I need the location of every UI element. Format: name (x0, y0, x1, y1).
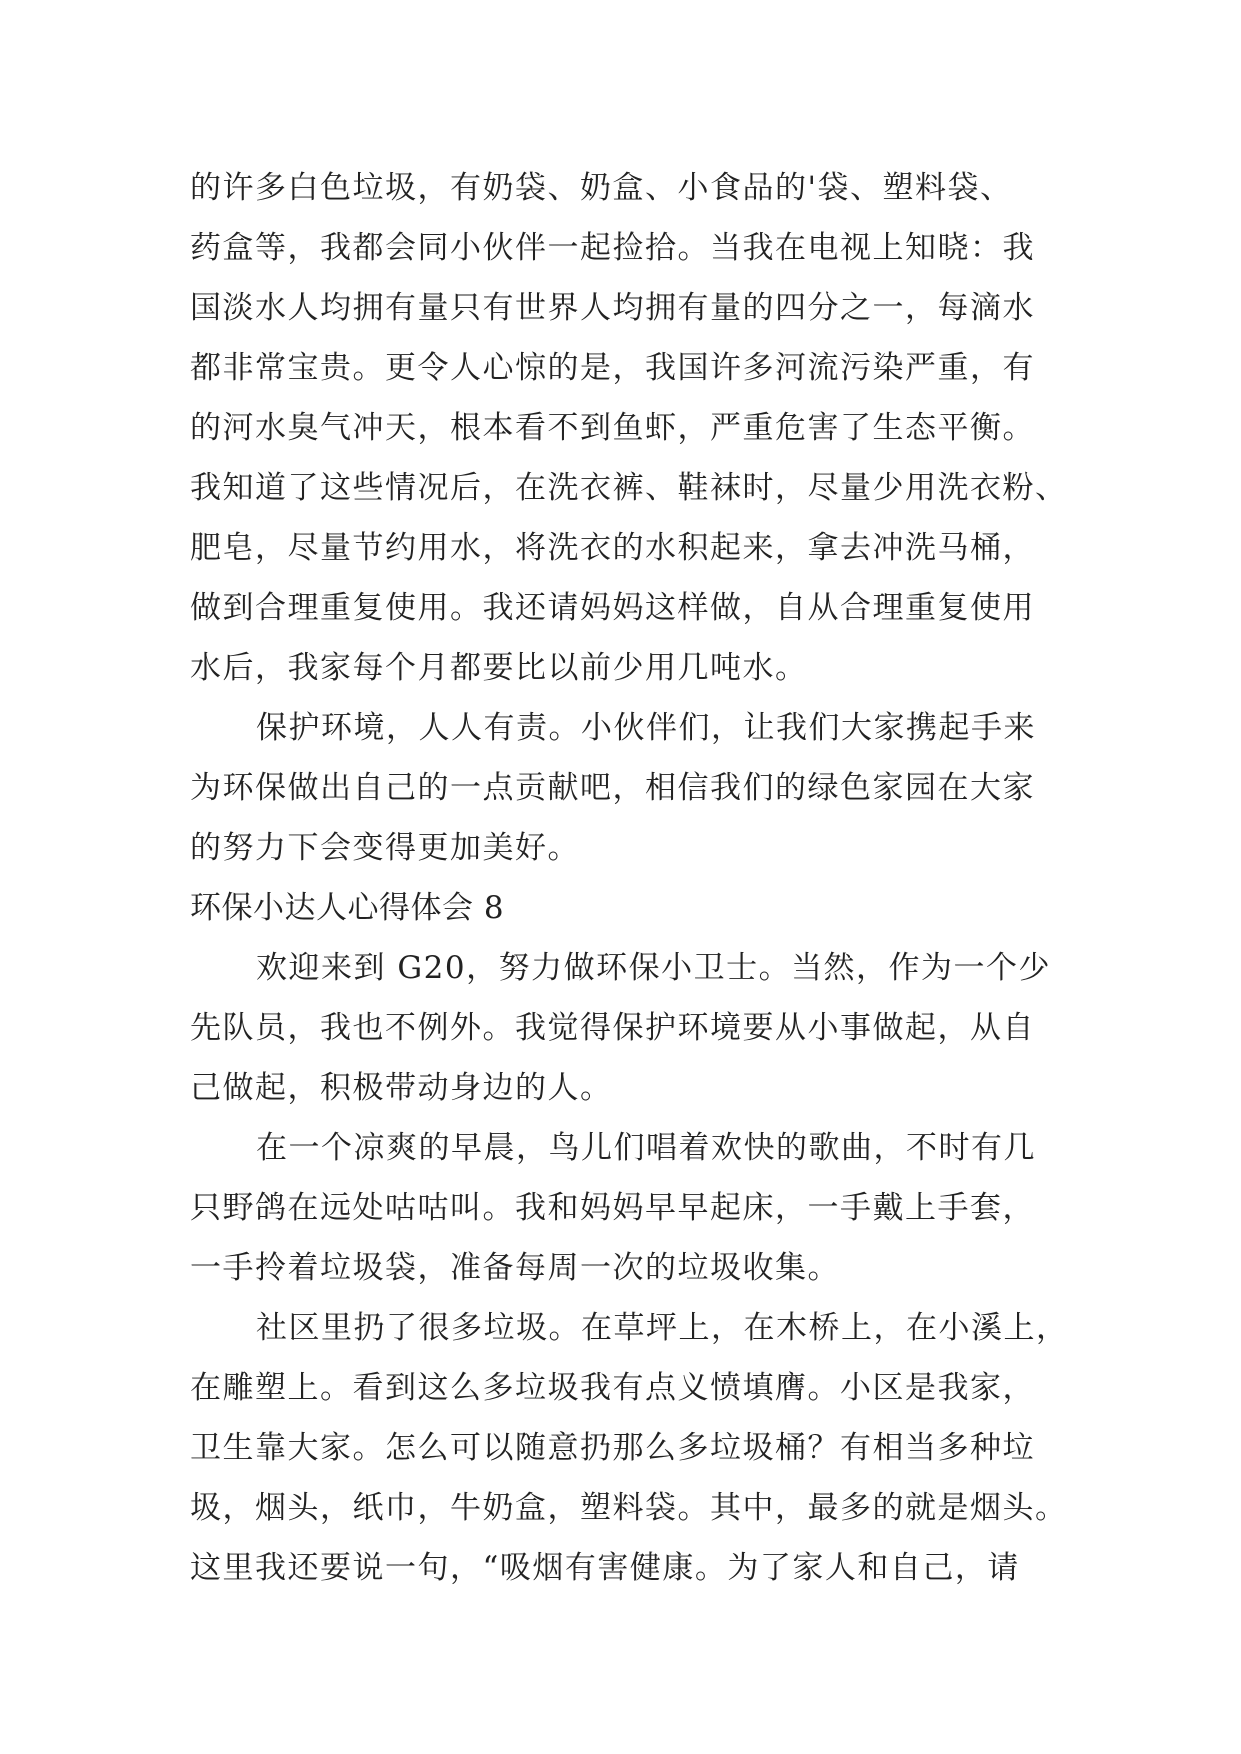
text-line: 的许多白色垃圾，有奶袋、奶盒、小食品的'袋、塑料袋、 (190, 170, 1013, 206)
paragraph-first-line: 在一个凉爽的早晨，鸟儿们唱着欢快的歌曲，不时有几 (256, 1130, 1036, 1166)
text-line: 为环保做出自己的一点贡献吧，相信我们的绿色家园在大家 (190, 770, 1035, 806)
text-line: 在雕塑上。看到这么多垃圾我有点义愤填膺。小区是我家， (190, 1370, 1035, 1406)
text-line: 都非常宝贵。更令人心惊的是，我国许多河流污染严重，有 (190, 350, 1035, 386)
paragraph-first-line: 社区里扔了很多垃圾。在草坪上，在木桥上，在小溪上， (256, 1310, 1069, 1346)
text-line: 一手拎着垃圾袋，准备每周一次的垃圾收集。 (190, 1250, 840, 1286)
text-line: 的努力下会变得更加美好。 (190, 830, 580, 866)
section-heading: 环保小达人心得体会 8 (190, 890, 505, 926)
text-line: 我知道了这些情况后，在洗衣裤、鞋袜时，尽量少用洗衣粉、 (190, 470, 1068, 506)
text-line: 这里我还要说一句，“吸烟有害健康。为了家人和自己，请 (190, 1550, 1020, 1586)
text-line: 国淡水人均拥有量只有世界人均拥有量的四分之一，每滴水 (190, 290, 1035, 326)
text-line: 圾，烟头，纸巾，牛奶盒，塑料袋。其中，最多的就是烟头。 (190, 1490, 1068, 1526)
text-line: 只野鸽在远处咕咕叫。我和妈妈早早起床，一手戴上手套， (190, 1190, 1035, 1226)
paragraph-first-line: 保护环境，人人有责。小伙伴们，让我们大家携起手来 (256, 710, 1036, 746)
text-line: 己做起，积极带动身边的人。 (190, 1070, 613, 1106)
document-body (190, 158, 1070, 1598)
text-line: 肥皂，尽量节约用水，将洗衣的水积起来，拿去冲洗马桶， (190, 530, 1035, 566)
paragraph-first-line: 欢迎来到 G20，努力做环保小卫士。当然，作为一个少 (256, 950, 1052, 986)
text-line: 卫生靠大家。怎么可以随意扔那么多垃圾桶？有相当多种垃 (190, 1430, 1035, 1466)
text-line: 药盒等，我都会同小伙伴一起捡拾。当我在电视上知晓：我 (190, 230, 1035, 266)
text-line: 的河水臭气冲天，根本看不到鱼虾，严重危害了生态平衡。 (190, 410, 1035, 446)
text-line: 先队员，我也不例外。我觉得保护环境要从小事做起，从自 (190, 1010, 1035, 1046)
text-line: 水后，我家每个月都要比以前少用几吨水。 (190, 650, 808, 686)
text-line: 做到合理重复使用。我还请妈妈这样做，自从合理重复使用 (190, 590, 1035, 626)
